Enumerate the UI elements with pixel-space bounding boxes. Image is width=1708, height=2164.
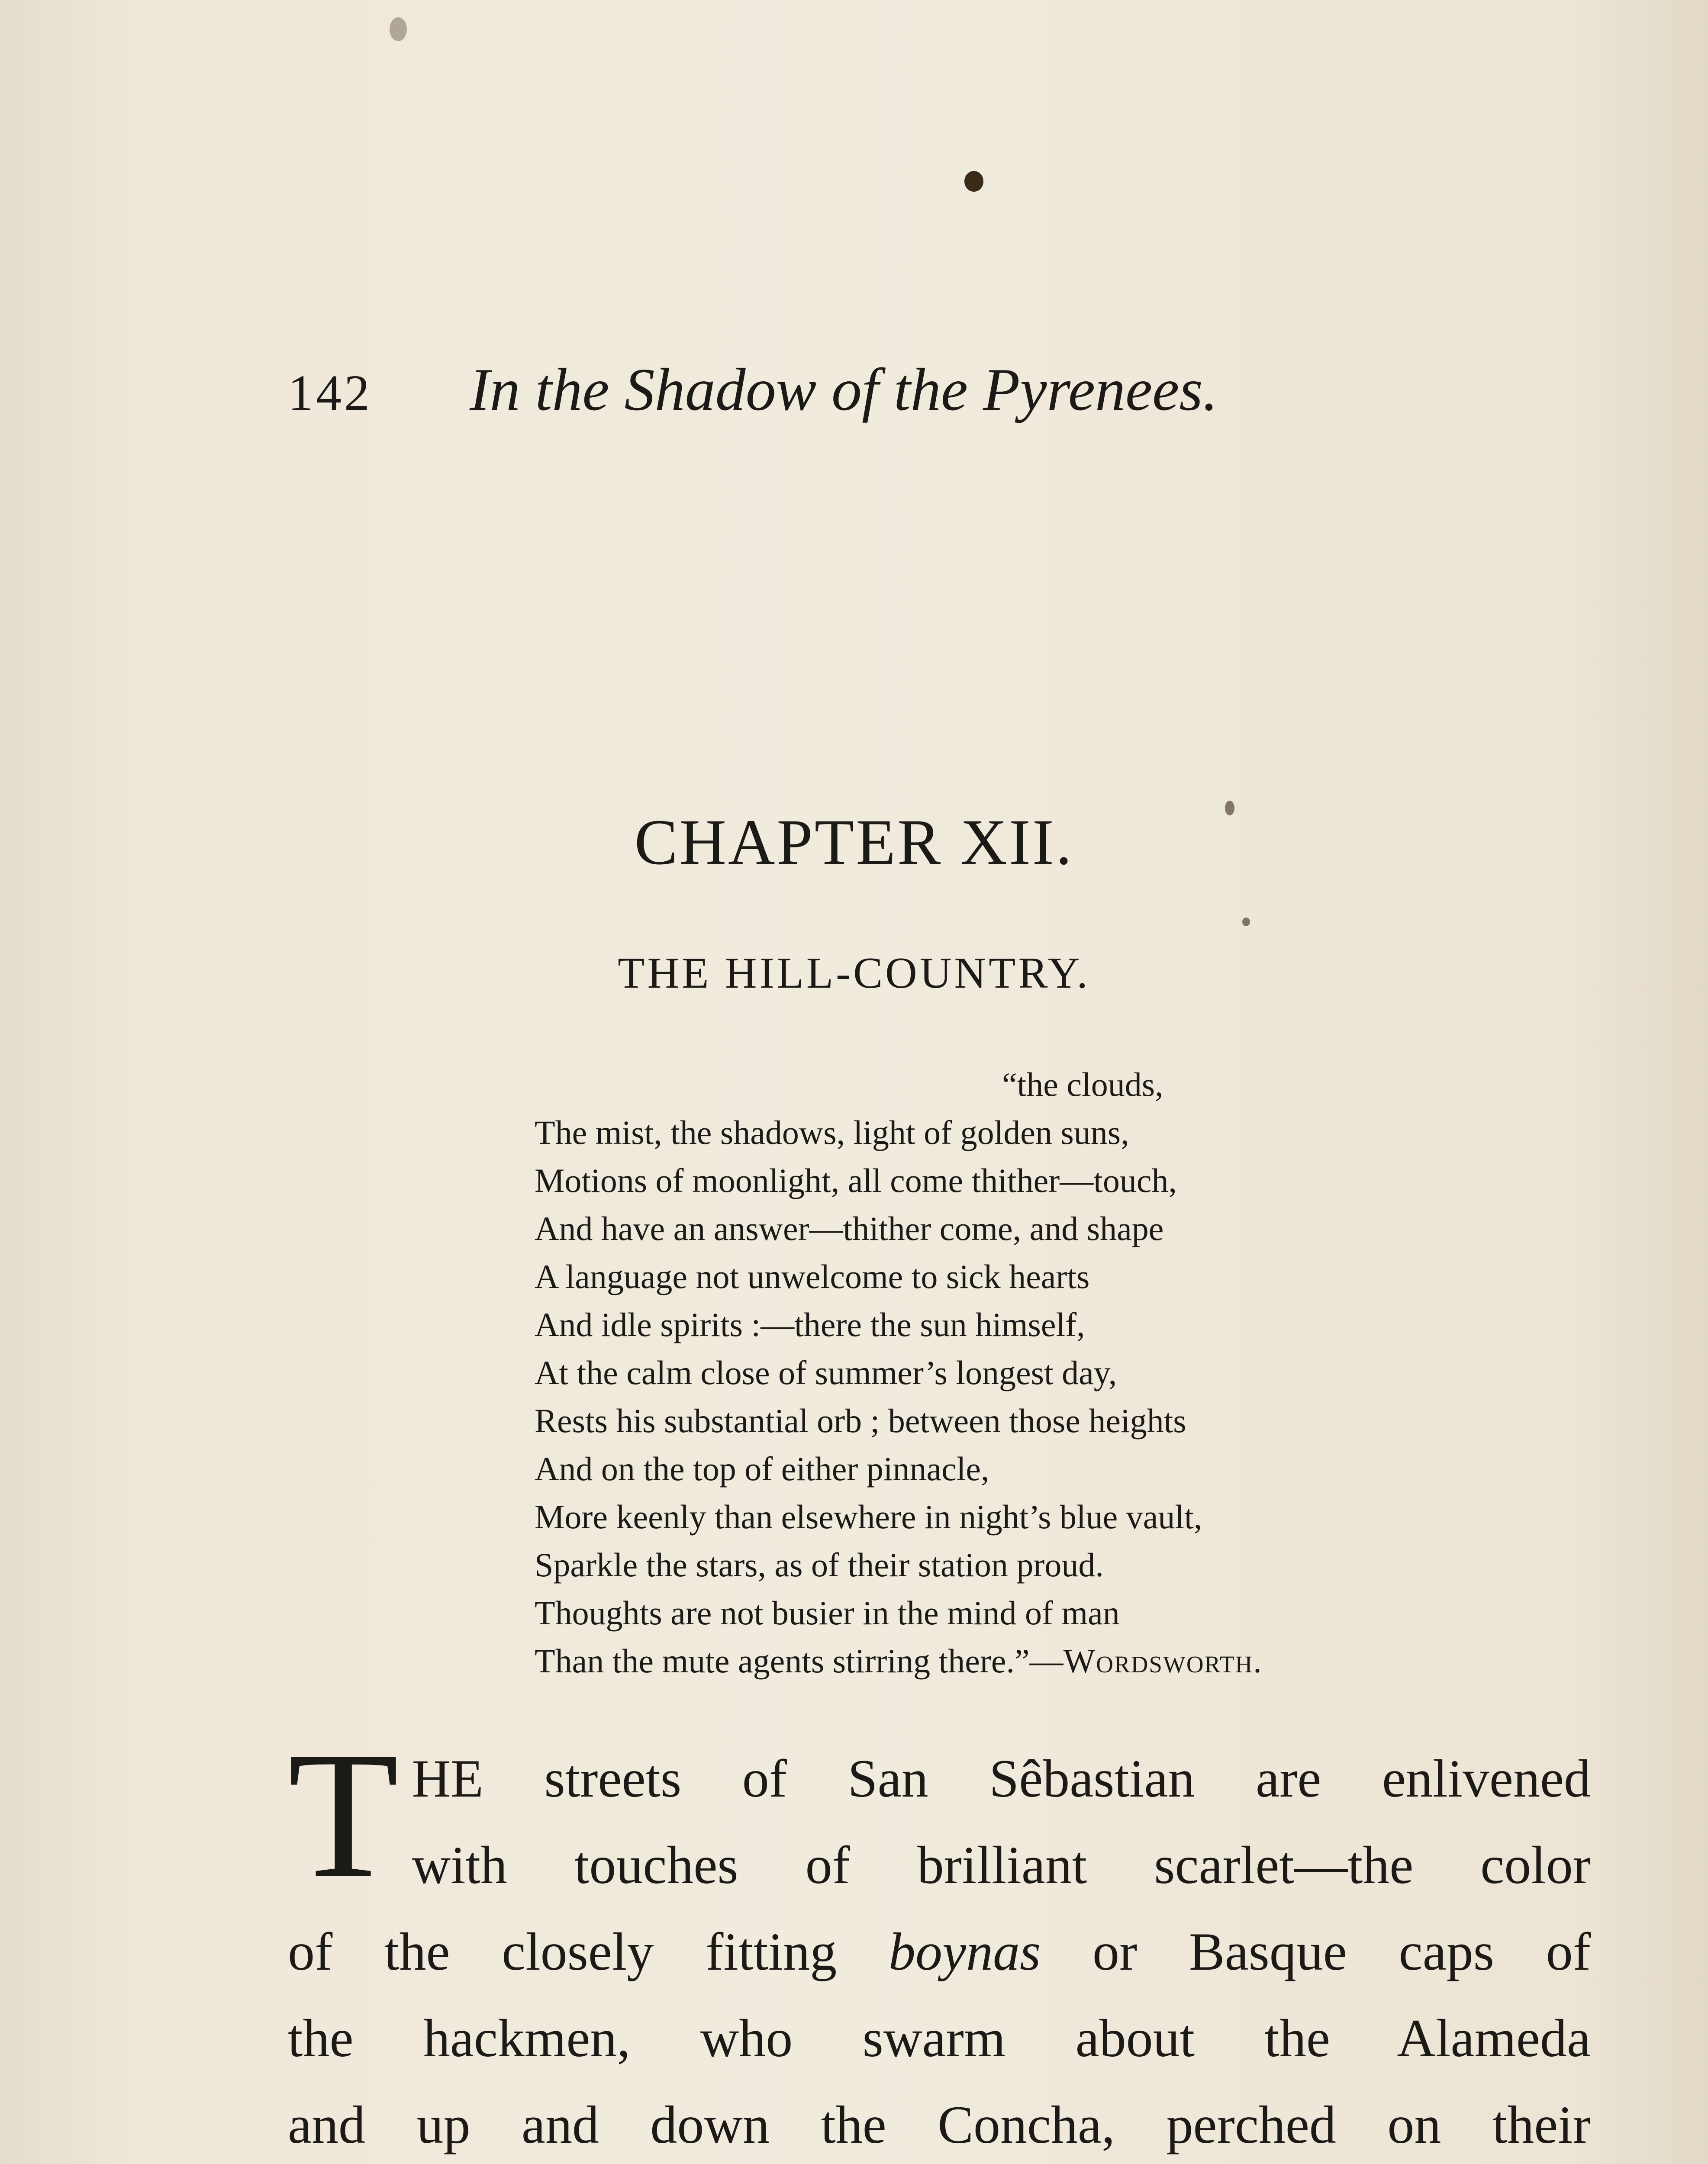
epigraph-line: Rests his substantial orb ; between those heights <box>535 1402 1186 1439</box>
epigraph-line: More keenly than elsewhere in night’s blue vault, <box>535 1498 1202 1536</box>
epigraph-line: Motions of moonlight, all come thither—touch, <box>535 1162 1177 1199</box>
epigraph-line: At the calm close of summer’s longest day, <box>535 1354 1117 1391</box>
body-line <box>288 1909 1591 1995</box>
epigraph-last-line <box>535 1637 1513 1685</box>
paper-speck <box>390 17 407 41</box>
epigraph-line: Than the mute agents stirring there.”— <box>535 1642 1063 1680</box>
epigraph-line: And on the top of either pinnacle, <box>535 1450 989 1488</box>
page-header <box>288 355 1435 441</box>
page-number: 142 <box>288 364 372 421</box>
chapter-title: CHAPTER XII. <box>634 806 1074 878</box>
drop-cap: T <box>288 1714 399 1915</box>
chapter-subtitle: THE HILL-COUNTRY. <box>618 949 1090 998</box>
body-line: with touches of brilliant scarlet—the color <box>412 1836 1591 1895</box>
paper-speck <box>1242 918 1250 926</box>
italic-term: boynas <box>888 1922 1041 1981</box>
paper-speck <box>964 171 983 192</box>
body-line: and up and down the Concha, perched on their <box>288 2095 1591 2154</box>
epigraph-line: “the clouds, <box>1002 1066 1163 1103</box>
epigraph <box>535 1060 1513 1685</box>
epigraph-attribution: Wordsworth. <box>1063 1642 1263 1680</box>
body-text-span: of the closely fitting <box>288 1922 889 1981</box>
epigraph-line: Sparkle the stars, as of their station proud. <box>535 1546 1104 1584</box>
epigraph-line: A language not unwelcome to sick hearts <box>535 1258 1090 1295</box>
epigraph-line: Thoughts are not busier in the mind of man <box>535 1594 1120 1632</box>
running-title: In the Shadow of the Pyrenees. <box>470 356 1218 423</box>
epigraph-line: The mist, the shadows, light of golden suns, <box>535 1114 1129 1151</box>
body-text-span: or Basque caps of <box>1041 1922 1591 1981</box>
body-line: HE streets of San Sêbastian are enlivened <box>412 1749 1591 1808</box>
body-line: the hackmen, who swarm about the Alameda <box>288 2009 1591 2068</box>
body-paragraph <box>288 1714 1591 2164</box>
paper-speck <box>1225 801 1234 815</box>
epigraph-line: And have an answer—thither come, and shape <box>535 1210 1164 1247</box>
epigraph-line: And idle spirits :—there the sun himself, <box>535 1306 1085 1343</box>
